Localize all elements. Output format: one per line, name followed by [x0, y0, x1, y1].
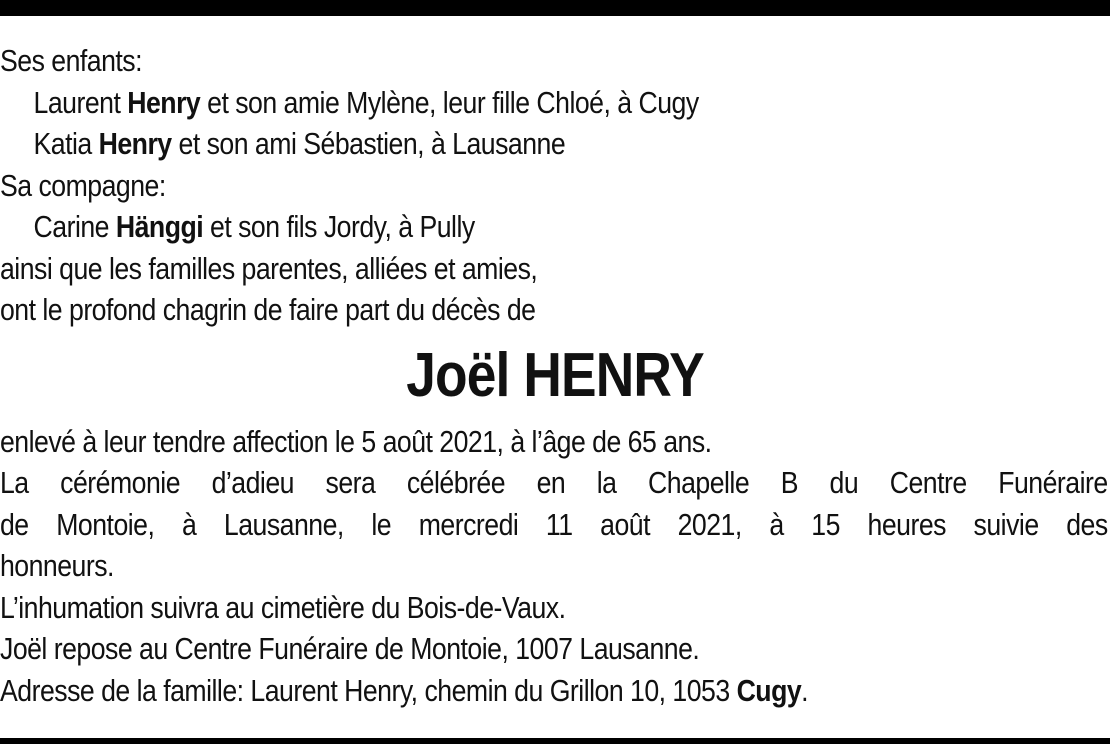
child2-first-name: Katia: [33, 126, 92, 161]
top-rule: [0, 0, 1110, 16]
partner-first-name: Carine: [33, 209, 109, 244]
children-heading: Ses enfants:: [0, 43, 143, 78]
child1-details: et son amie Mylène, leur fille Chloé, à Cugy: [207, 84, 699, 120]
ceremony-line-3: honneurs.: [0, 548, 114, 583]
partner-heading: Sa compagne:: [0, 167, 166, 203]
partner-last-name: Hänggi: [115, 209, 204, 244]
ceremony-line-1: La cérémonie d’adieu sera célébrée en la Chapelle B du Centre Funéraire: [0, 465, 1108, 500]
child-laurent-line: [0, 82, 955, 124]
child2-details: et son ami Sébastien, à Lausanne: [178, 126, 566, 161]
death-line: enlevé à leur tendre affection le 5 août 2021, à l’âge de 65 ans.: [0, 423, 712, 459]
child1-first-name: Laurent: [33, 84, 121, 120]
address-prefix: Adresse de la famille: Laurent Henry, chemin du Grillon 10, 1053: [0, 672, 730, 708]
family-address-line: [0, 670, 955, 712]
obituary-notice: [0, 40, 1110, 711]
address-town: Cugy: [736, 672, 802, 708]
deceased-name: Joël HENRY: [406, 340, 704, 410]
child1-last-name: Henry: [127, 84, 201, 120]
partner-details: et son fils Jordy, à Pully: [210, 209, 475, 244]
rest-line: Joël repose au Centre Funéraire de Montoie, 1007 Lausanne.: [0, 631, 700, 666]
bottom-rule: [0, 738, 1110, 744]
partner-line: [0, 206, 955, 248]
child-katia-line: [0, 123, 955, 165]
announcement-line: ont le profond chagrin de faire part du décès de: [0, 292, 536, 327]
burial-line: L’inhumation suivra au cimetière du Bois-de-Vaux.: [0, 589, 566, 625]
ceremony-line-2: de Montoie, à Lausanne, le mercredi 11 août 2021, à 15 heures suivie des: [0, 506, 1108, 542]
child2-last-name: Henry: [98, 126, 172, 161]
relatives-line: ainsi que les familles parentes, alliées et amies,: [0, 250, 538, 286]
address-end: .: [801, 672, 809, 708]
